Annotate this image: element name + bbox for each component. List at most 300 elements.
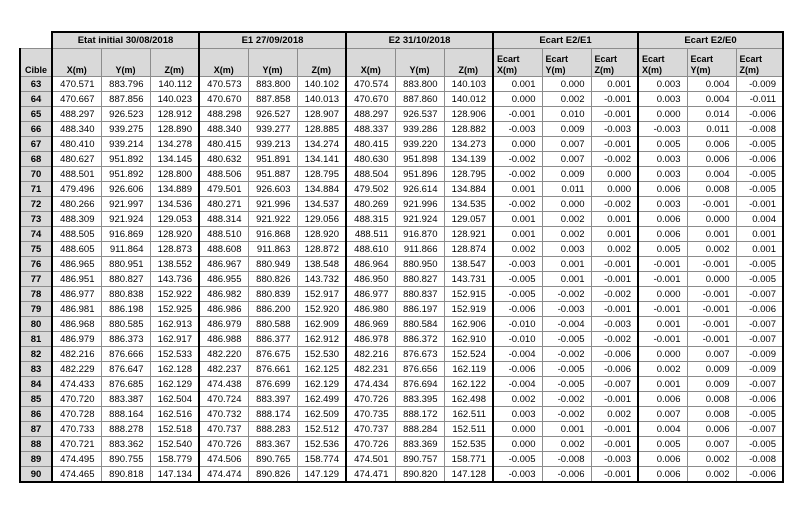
- value-cell: -0.005: [736, 272, 783, 287]
- value-cell: 890.818: [101, 467, 150, 483]
- value-cell: 162.128: [150, 362, 199, 377]
- value-cell: 482.237: [199, 362, 248, 377]
- value-cell: 0.000: [638, 287, 687, 302]
- cible-id-cell: 73: [20, 212, 52, 227]
- column-header: Ecart Z(m): [591, 49, 638, 77]
- value-cell: -0.002: [542, 347, 591, 362]
- value-cell: 887.858: [248, 92, 297, 107]
- value-cell: 152.925: [150, 302, 199, 317]
- value-cell: 162.499: [297, 392, 346, 407]
- value-cell: 162.125: [297, 362, 346, 377]
- value-cell: 152.512: [297, 422, 346, 437]
- value-cell: 951.896: [395, 167, 444, 182]
- value-cell: -0.003: [591, 452, 638, 467]
- value-cell: 482.216: [346, 347, 395, 362]
- value-cell: -0.006: [736, 107, 783, 122]
- value-cell: 474.495: [52, 452, 101, 467]
- table-row: [20, 242, 783, 257]
- value-cell: -0.005: [493, 272, 542, 287]
- value-cell: 0.003: [542, 242, 591, 257]
- value-cell: 0.002: [687, 467, 736, 483]
- value-cell: 0.000: [687, 212, 736, 227]
- value-cell: 162.511: [444, 407, 493, 422]
- cible-id-cell: 71: [20, 182, 52, 197]
- cible-id-cell: 86: [20, 407, 52, 422]
- table-row: [20, 347, 783, 362]
- value-cell: 0.005: [638, 137, 687, 152]
- value-cell: 939.213: [248, 137, 297, 152]
- column-header: X(m): [199, 49, 248, 77]
- value-cell: -0.006: [736, 467, 783, 483]
- value-cell: 926.606: [101, 182, 150, 197]
- table-row: [20, 122, 783, 137]
- value-cell: 486.955: [199, 272, 248, 287]
- column-header: Y(m): [101, 49, 150, 77]
- value-cell: -0.007: [736, 317, 783, 332]
- value-cell: 134.536: [150, 197, 199, 212]
- table-row: [20, 197, 783, 212]
- value-cell: -0.003: [638, 122, 687, 137]
- value-cell: 0.008: [687, 182, 736, 197]
- value-cell: 880.839: [248, 287, 297, 302]
- value-cell: 890.765: [248, 452, 297, 467]
- value-cell: 479.496: [52, 182, 101, 197]
- value-cell: 162.912: [297, 332, 346, 347]
- value-cell: 162.906: [444, 317, 493, 332]
- group-header-etat-initial: Etat initial 30/08/2018: [52, 32, 199, 49]
- value-cell: 876.685: [101, 377, 150, 392]
- table-row: [20, 332, 783, 347]
- value-cell: 0.000: [542, 197, 591, 212]
- value-cell: 482.216: [52, 347, 101, 362]
- value-cell: 480.269: [346, 197, 395, 212]
- value-cell: 0.010: [542, 107, 591, 122]
- value-cell: 951.892: [101, 152, 150, 167]
- value-cell: 0.011: [542, 182, 591, 197]
- value-cell: 880.837: [395, 287, 444, 302]
- value-cell: 480.627: [52, 152, 101, 167]
- value-cell: 152.922: [150, 287, 199, 302]
- value-cell: -0.001: [591, 137, 638, 152]
- value-cell: 0.009: [542, 122, 591, 137]
- value-cell: 880.584: [395, 317, 444, 332]
- value-cell: 890.757: [395, 452, 444, 467]
- value-cell: 162.509: [297, 407, 346, 422]
- value-cell: 883.395: [395, 392, 444, 407]
- value-cell: 0.011: [687, 122, 736, 137]
- cible-id-cell: 72: [20, 197, 52, 212]
- value-cell: 888.283: [248, 422, 297, 437]
- value-cell: 470.737: [199, 422, 248, 437]
- column-header: Y(m): [248, 49, 297, 77]
- table-row: [20, 422, 783, 437]
- value-cell: 0.001: [591, 227, 638, 242]
- value-cell: 162.913: [150, 317, 199, 332]
- value-cell: 0.001: [591, 77, 638, 92]
- value-cell: 0.000: [638, 107, 687, 122]
- value-cell: 134.535: [444, 197, 493, 212]
- value-cell: 162.917: [150, 332, 199, 347]
- value-cell: 876.673: [395, 347, 444, 362]
- value-cell: 926.537: [395, 107, 444, 122]
- value-cell: 0.002: [542, 227, 591, 242]
- value-cell: -0.002: [542, 287, 591, 302]
- value-cell: -0.008: [736, 452, 783, 467]
- cible-id-cell: 83: [20, 362, 52, 377]
- cible-id-cell: 66: [20, 122, 52, 137]
- value-cell: -0.011: [736, 92, 783, 107]
- value-cell: 470.728: [52, 407, 101, 422]
- cible-id-cell: 77: [20, 272, 52, 287]
- value-cell: 158.774: [297, 452, 346, 467]
- value-cell: 0.001: [493, 77, 542, 92]
- value-cell: -0.005: [493, 287, 542, 302]
- value-cell: 162.909: [297, 317, 346, 332]
- value-cell: 470.721: [52, 437, 101, 452]
- value-cell: 880.827: [395, 272, 444, 287]
- cible-id-cell: 78: [20, 287, 52, 302]
- value-cell: 876.699: [248, 377, 297, 392]
- value-cell: 0.000: [591, 182, 638, 197]
- column-header: Ecart Y(m): [542, 49, 591, 77]
- value-cell: 921.922: [248, 212, 297, 227]
- value-cell: 158.771: [444, 452, 493, 467]
- value-cell: 883.369: [395, 437, 444, 452]
- value-cell: 140.102: [297, 77, 346, 92]
- value-cell: 0.001: [493, 182, 542, 197]
- value-cell: 128.873: [150, 242, 199, 257]
- cible-id-cell: 90: [20, 467, 52, 483]
- value-cell: 886.198: [101, 302, 150, 317]
- value-cell: -0.006: [493, 362, 542, 377]
- value-cell: -0.005: [736, 182, 783, 197]
- value-cell: 486.965: [52, 257, 101, 272]
- value-cell: 480.271: [199, 197, 248, 212]
- value-cell: 886.373: [101, 332, 150, 347]
- value-cell: 911.863: [248, 242, 297, 257]
- value-cell: 152.524: [444, 347, 493, 362]
- cible-id-cell: 76: [20, 257, 52, 272]
- cible-id-cell: 88: [20, 437, 52, 452]
- value-cell: -0.001: [591, 422, 638, 437]
- value-cell: 470.726: [346, 392, 395, 407]
- value-cell: -0.001: [591, 92, 638, 107]
- value-cell: -0.002: [591, 332, 638, 347]
- value-cell: 0.000: [591, 167, 638, 182]
- value-cell: 921.997: [101, 197, 150, 212]
- value-cell: 951.891: [248, 152, 297, 167]
- value-cell: -0.008: [542, 452, 591, 467]
- value-cell: 152.533: [150, 347, 199, 362]
- value-cell: 0.001: [638, 317, 687, 332]
- value-cell: 470.670: [346, 92, 395, 107]
- value-cell: 888.164: [101, 407, 150, 422]
- value-cell: 0.001: [687, 227, 736, 242]
- value-cell: 0.003: [493, 407, 542, 422]
- value-cell: 488.315: [346, 212, 395, 227]
- value-cell: 0.006: [687, 152, 736, 167]
- value-cell: 0.006: [687, 422, 736, 437]
- value-cell: 921.996: [395, 197, 444, 212]
- value-cell: 138.552: [150, 257, 199, 272]
- value-cell: 486.980: [346, 302, 395, 317]
- cible-id-cell: 75: [20, 242, 52, 257]
- value-cell: 0.000: [542, 77, 591, 92]
- value-cell: 152.919: [444, 302, 493, 317]
- value-cell: 158.779: [150, 452, 199, 467]
- table-row: [20, 467, 783, 483]
- value-cell: 880.588: [248, 317, 297, 332]
- value-cell: -0.002: [591, 152, 638, 167]
- value-cell: 480.415: [346, 137, 395, 152]
- value-cell: 880.949: [248, 257, 297, 272]
- value-cell: 921.924: [101, 212, 150, 227]
- value-cell: 0.004: [687, 167, 736, 182]
- value-cell: -0.001: [687, 317, 736, 332]
- value-cell: 886.200: [248, 302, 297, 317]
- table-row: [20, 437, 783, 452]
- value-cell: 0.002: [542, 437, 591, 452]
- value-cell: 886.377: [248, 332, 297, 347]
- value-cell: 876.647: [101, 362, 150, 377]
- value-cell: 0.001: [542, 272, 591, 287]
- cible-id-cell: 81: [20, 332, 52, 347]
- value-cell: 876.666: [101, 347, 150, 362]
- value-cell: 134.884: [444, 182, 493, 197]
- value-cell: 880.585: [101, 317, 150, 332]
- value-cell: 890.755: [101, 452, 150, 467]
- value-cell: 886.197: [395, 302, 444, 317]
- value-cell: -0.004: [493, 347, 542, 362]
- value-cell: 887.860: [395, 92, 444, 107]
- value-cell: 876.694: [395, 377, 444, 392]
- value-cell: 0.000: [493, 437, 542, 452]
- value-cell: 883.367: [248, 437, 297, 452]
- value-cell: -0.005: [493, 452, 542, 467]
- value-cell: 0.001: [542, 422, 591, 437]
- value-cell: -0.005: [542, 377, 591, 392]
- value-cell: 0.000: [638, 347, 687, 362]
- value-cell: 470.720: [52, 392, 101, 407]
- value-cell: -0.003: [591, 317, 638, 332]
- value-cell: 143.732: [297, 272, 346, 287]
- value-cell: 0.008: [687, 407, 736, 422]
- value-cell: -0.001: [591, 302, 638, 317]
- value-cell: 479.502: [346, 182, 395, 197]
- value-cell: 0.003: [638, 77, 687, 92]
- value-cell: 162.498: [444, 392, 493, 407]
- table-row: [20, 167, 783, 182]
- value-cell: 488.506: [199, 167, 248, 182]
- value-cell: 921.996: [248, 197, 297, 212]
- value-cell: 482.229: [52, 362, 101, 377]
- value-cell: 482.220: [199, 347, 248, 362]
- value-cell: 134.139: [444, 152, 493, 167]
- value-cell: 128.912: [150, 107, 199, 122]
- value-cell: 880.826: [248, 272, 297, 287]
- value-cell: 162.516: [150, 407, 199, 422]
- value-cell: 486.978: [346, 332, 395, 347]
- value-cell: 470.574: [346, 77, 395, 92]
- table-row: [20, 287, 783, 302]
- value-cell: 480.630: [346, 152, 395, 167]
- value-cell: 474.501: [346, 452, 395, 467]
- value-cell: -0.001: [687, 197, 736, 212]
- value-cell: 883.796: [101, 77, 150, 92]
- value-cell: 470.726: [346, 437, 395, 452]
- value-cell: -0.005: [542, 332, 591, 347]
- cible-id-cell: 84: [20, 377, 52, 392]
- value-cell: 883.800: [395, 77, 444, 92]
- column-header: X(m): [346, 49, 395, 77]
- value-cell: 916.868: [248, 227, 297, 242]
- value-cell: 926.603: [248, 182, 297, 197]
- value-cell: 0.003: [638, 92, 687, 107]
- table-row: [20, 377, 783, 392]
- value-cell: -0.005: [542, 362, 591, 377]
- value-cell: 128.885: [297, 122, 346, 137]
- value-cell: -0.006: [736, 152, 783, 167]
- value-cell: 0.006: [638, 227, 687, 242]
- value-cell: -0.001: [687, 332, 736, 347]
- value-cell: -0.001: [591, 257, 638, 272]
- value-cell: 128.907: [297, 107, 346, 122]
- value-cell: 888.174: [248, 407, 297, 422]
- value-cell: 152.535: [444, 437, 493, 452]
- table-row: [20, 227, 783, 242]
- value-cell: 0.004: [687, 92, 736, 107]
- value-cell: 0.002: [687, 242, 736, 257]
- value-cell: -0.001: [638, 302, 687, 317]
- value-cell: 0.000: [493, 137, 542, 152]
- value-cell: 128.921: [444, 227, 493, 242]
- value-cell: 951.898: [395, 152, 444, 167]
- table-row: [20, 137, 783, 152]
- column-header: Ecart X(m): [638, 49, 687, 77]
- column-header-row: [20, 49, 783, 77]
- value-cell: -0.001: [591, 272, 638, 287]
- value-cell: 140.012: [444, 92, 493, 107]
- value-cell: 128.882: [444, 122, 493, 137]
- value-cell: 486.986: [199, 302, 248, 317]
- value-cell: 488.297: [52, 107, 101, 122]
- value-cell: -0.002: [591, 197, 638, 212]
- value-cell: 916.870: [395, 227, 444, 242]
- cible-id-cell: 89: [20, 452, 52, 467]
- value-cell: 128.795: [297, 167, 346, 182]
- value-cell: 488.309: [52, 212, 101, 227]
- value-cell: 479.501: [199, 182, 248, 197]
- value-cell: 0.002: [591, 242, 638, 257]
- value-cell: 134.274: [297, 137, 346, 152]
- value-cell: 470.732: [199, 407, 248, 422]
- value-cell: 152.920: [297, 302, 346, 317]
- value-cell: 0.001: [736, 242, 783, 257]
- value-cell: -0.007: [591, 377, 638, 392]
- value-cell: 890.820: [395, 467, 444, 483]
- value-cell: 0.009: [687, 377, 736, 392]
- table-row: [20, 452, 783, 467]
- cible-id-cell: 80: [20, 317, 52, 332]
- group-header-e2: E2 31/10/2018: [346, 32, 493, 49]
- value-cell: 0.009: [542, 167, 591, 182]
- value-cell: -0.003: [591, 122, 638, 137]
- cible-id-cell: 74: [20, 227, 52, 242]
- value-cell: 0.006: [638, 212, 687, 227]
- value-cell: -0.006: [493, 302, 542, 317]
- value-cell: -0.005: [736, 257, 783, 272]
- value-cell: 486.950: [346, 272, 395, 287]
- value-cell: 470.573: [199, 77, 248, 92]
- value-cell: 488.340: [199, 122, 248, 137]
- value-cell: 488.610: [346, 242, 395, 257]
- cible-id-cell: 64: [20, 92, 52, 107]
- value-cell: 162.119: [444, 362, 493, 377]
- value-cell: 474.438: [199, 377, 248, 392]
- value-cell: 134.884: [297, 182, 346, 197]
- value-cell: 152.530: [297, 347, 346, 362]
- value-cell: 0.003: [638, 167, 687, 182]
- table-row: [20, 212, 783, 227]
- value-cell: 883.362: [101, 437, 150, 452]
- group-header-row: [20, 32, 783, 49]
- value-cell: -0.002: [493, 197, 542, 212]
- value-cell: 911.866: [395, 242, 444, 257]
- group-header-ecart-e2-e0: Ecart E2/E0: [638, 32, 783, 49]
- value-cell: 128.906: [444, 107, 493, 122]
- value-cell: 134.273: [444, 137, 493, 152]
- column-header: Ecart X(m): [493, 49, 542, 77]
- value-cell: 488.337: [346, 122, 395, 137]
- table-row: [20, 407, 783, 422]
- value-cell: 888.278: [101, 422, 150, 437]
- value-cell: 152.540: [150, 437, 199, 452]
- value-cell: 152.917: [297, 287, 346, 302]
- value-cell: 0.001: [638, 377, 687, 392]
- column-header: X(m): [52, 49, 101, 77]
- value-cell: 883.397: [248, 392, 297, 407]
- value-cell: 140.023: [150, 92, 199, 107]
- value-cell: 0.002: [542, 92, 591, 107]
- table-row: [20, 107, 783, 122]
- value-cell: 140.013: [297, 92, 346, 107]
- value-cell: 486.988: [199, 332, 248, 347]
- table-row: [20, 257, 783, 272]
- header-corner: [20, 32, 52, 49]
- value-cell: -0.010: [493, 317, 542, 332]
- value-cell: -0.009: [736, 347, 783, 362]
- value-cell: -0.003: [542, 302, 591, 317]
- value-cell: 134.145: [150, 152, 199, 167]
- value-cell: 152.915: [444, 287, 493, 302]
- value-cell: 0.007: [687, 347, 736, 362]
- value-cell: 939.277: [248, 122, 297, 137]
- value-cell: 128.920: [297, 227, 346, 242]
- value-cell: 128.872: [297, 242, 346, 257]
- value-cell: 880.951: [101, 257, 150, 272]
- value-cell: 474.506: [199, 452, 248, 467]
- value-cell: 138.548: [297, 257, 346, 272]
- value-cell: -0.005: [736, 137, 783, 152]
- value-cell: 939.214: [101, 137, 150, 152]
- value-cell: 0.000: [687, 272, 736, 287]
- value-cell: -0.001: [638, 257, 687, 272]
- cible-id-cell: 67: [20, 137, 52, 152]
- value-cell: 883.387: [101, 392, 150, 407]
- value-cell: 134.278: [150, 137, 199, 152]
- value-cell: 488.297: [346, 107, 395, 122]
- value-cell: 486.981: [52, 302, 101, 317]
